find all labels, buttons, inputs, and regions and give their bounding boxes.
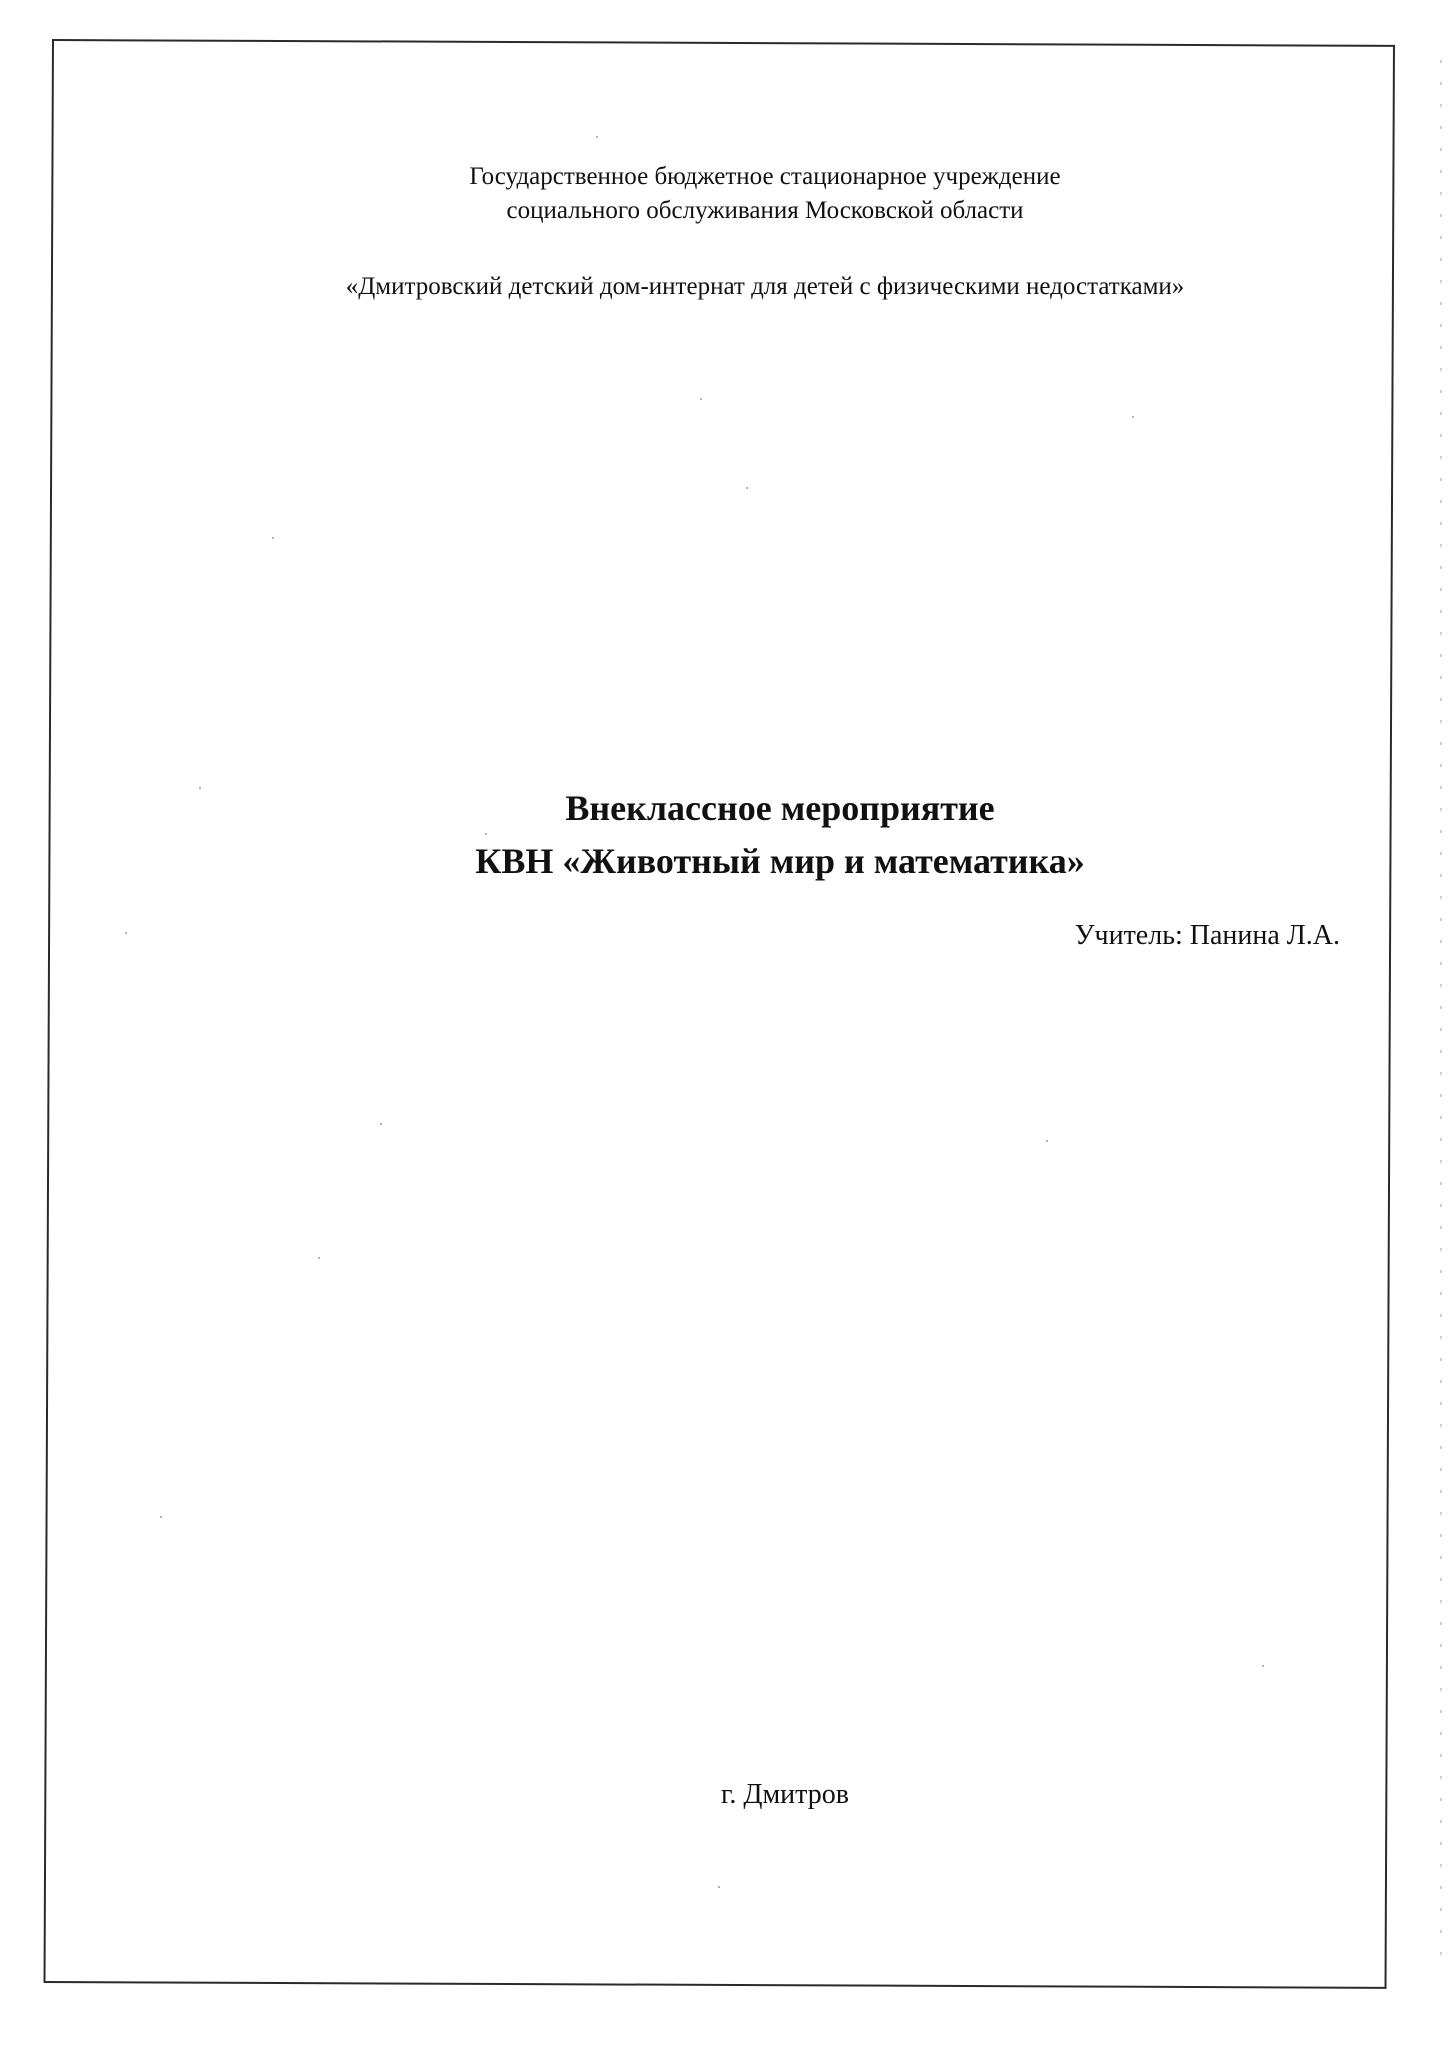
- institution-full-name: «Дмитровский детский дом-интернат для детей с физическими недостатками»: [345, 273, 1185, 300]
- institution-name-line-2: социального обслуживания Московской области: [506, 197, 1024, 224]
- scan-speck: [700, 398, 702, 400]
- city-name: г. Дмитров: [721, 1779, 849, 1810]
- document-title-line-1: Внеклассное мероприятие: [565, 788, 995, 828]
- document-title-line-2: КВН «Животный мир и математика»: [475, 841, 1085, 881]
- scan-speck: [718, 1886, 720, 1888]
- scan-speck: [272, 537, 274, 539]
- page-border-frame: [44, 39, 1395, 1989]
- institution-name-line-1: Государственное бюджетное стационарное учреждение: [469, 163, 1061, 190]
- scan-edge-artifact: [1440, 60, 1442, 1960]
- scan-speck: [746, 487, 748, 489]
- scan-speck: [1132, 416, 1134, 418]
- scan-speck: [596, 136, 598, 138]
- scan-speck: [125, 932, 127, 934]
- scan-speck: [380, 1123, 382, 1125]
- scan-speck: [485, 833, 487, 835]
- teacher-name: Учитель: Панина Л.А.: [1074, 920, 1340, 951]
- scan-speck: [1262, 1665, 1264, 1667]
- scan-speck: [318, 1257, 320, 1259]
- scan-speck: [199, 787, 201, 789]
- scan-speck: [1046, 1140, 1048, 1142]
- scan-speck: [160, 1516, 162, 1518]
